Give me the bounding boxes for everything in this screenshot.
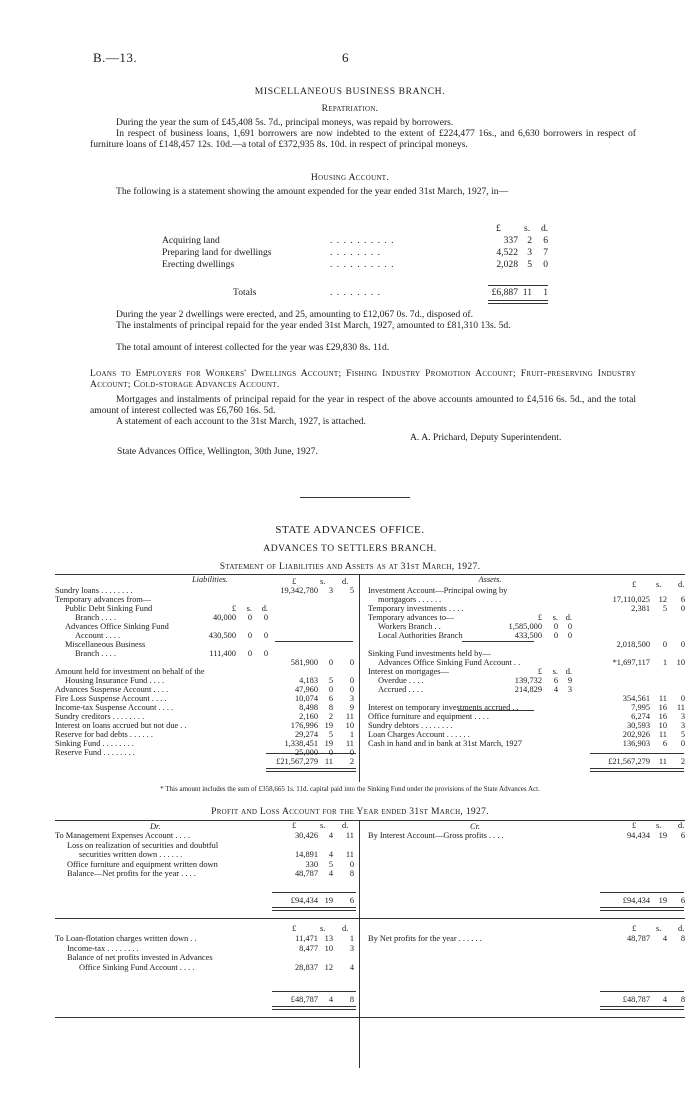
amount-pence: 8 [349,869,354,879]
inner-amount-shillings: 4 [553,685,558,694]
pl1-debit-double-rule [272,907,356,911]
total-pounds: £94,434 [622,896,650,905]
amount-pence: 11 [345,712,354,721]
amount-pence: 0 [680,640,685,649]
inner-amount-shillings: 0 [247,649,252,658]
amount-pence: 0 [349,658,354,667]
amount-shillings: 0 [328,658,333,667]
amount-pounds: 94,434 [626,831,650,840]
ledger-label: By Interest Account—Gross profits . . . . [368,831,504,840]
amount-pence: 11 [345,831,354,840]
amount-pence: 10 [676,658,685,667]
amount-shillings: 4 [662,934,667,943]
amount-pounds: 2,018,500 [616,640,650,649]
total-pence: 8 [349,995,354,1004]
ledger-label: By Net profits for the year . . . . . . [368,934,482,943]
paragraph-borrowers: In respect of business loans, 1,691 borrowers are now indebted to the extent of £224,477 16s., and 6,630 borrowers in respect of furniture loans of £148,457 12s. 10d.—a total of £372,935 8s. 10d. in respect of principal moneys. [90,128,636,151]
ledger-label: Balance—Net profits for the year . . . . [67,869,196,879]
report-reference: B.—13. [93,50,138,65]
total-pence: 6 [680,896,685,905]
pl2-debit-col-pounds: £ [292,924,297,933]
liab-total-rule [266,753,356,754]
amount-shillings: 0 [662,640,667,649]
housing-row-leader: . . . . . . . . [330,247,381,258]
inner-amount-pence: 0 [263,649,268,658]
amount-pence: 0 [349,676,354,685]
amount-pounds: 29,274 [294,730,318,739]
amount-pence: 6 [680,595,685,604]
statement-center-rule [359,574,360,782]
amount-pounds: 14,891 [294,850,318,860]
amount-shillings: 12 [324,962,333,972]
amount-pounds: 48,787 [294,869,318,879]
housing-total-shillings: 11 [522,287,532,298]
amount-pounds: 48,787 [626,934,650,943]
amount-shillings: 10 [324,943,333,953]
amount-shillings: 5 [328,859,333,869]
amount-shillings: 13 [324,934,333,943]
ledger-label: Sinking Fund investments held by— [368,649,491,658]
pl1-debit-total-rule [272,892,356,893]
housing-total-double-rule [488,300,548,304]
pl2-credit-col-pence: d. [678,924,685,933]
amount-pounds: 2,160 [299,712,318,721]
amount-pounds: 17,110,025 [612,595,650,604]
assets-inner-rule [462,641,534,642]
amount-pence: 1 [349,730,354,739]
pl-center-rule [359,820,360,1068]
amount-pounds: 581,900 [290,658,318,667]
liab-col-shillings: s. [320,577,326,586]
total-pence: 6 [349,896,354,905]
amount-pence: 0 [680,604,685,613]
amount-pounds: 8,477 [299,943,318,953]
pl1-credit-col-pounds: £ [632,821,637,830]
ledger-label: Sinking Fund . . . . . . . . [55,739,134,748]
amount-shillings: 5 [328,730,333,739]
housing-row-pounds: 2,028 [496,259,518,270]
housing-heading: Housing Account. [310,172,390,183]
total-shillings: 4 [662,995,667,1004]
ledger-label: Office Sinking Fund Account . . . . [79,962,195,972]
total-pounds: £48,787 [290,995,318,1004]
inner-amount-pounds: 1,585,000 [508,622,542,631]
housing-total-leader: . . . . . . . . [330,287,381,298]
inner-amount-pence: d. [565,613,572,622]
amount-pence: 0 [349,685,354,694]
amount-shillings: 19 [324,721,333,730]
amount-pence: 3 [680,721,685,730]
ledger-label: Balance of net profits invested in Advances [67,953,213,963]
sao-title: STATE ADVANCES OFFICE. [275,524,425,536]
amount-shillings: 19 [658,831,667,840]
amount-pounds: 176,996 [290,721,318,730]
amount-shillings: 0 [328,685,333,694]
amount-pence: 5 [349,586,354,595]
pl1-debit-col-shillings: s. [320,821,326,830]
ledger-label: Branch . . . . [75,613,116,622]
assets-col-shillings: s. [656,580,662,589]
total-shillings: 11 [658,757,667,766]
inner-amount-pounds: 214,829 [514,685,542,694]
pl2-credit-double-rule [600,1006,684,1010]
amount-pence: 4 [349,962,354,972]
ledger-label: Interest on temporary investments accrued . . [368,703,519,712]
pl2-credit-total-rule [600,991,684,992]
ledger-label: Cash in hand and in bank at 31st March, 1927 [368,739,522,748]
amount-shillings: 11 [658,694,667,703]
paragraph-attached: A statement of each account to the 31st March, 1927, is attached. [116,416,366,427]
amount-pence: 5 [680,730,685,739]
ledger-label: Public Debt Sinking Fund [65,604,153,613]
ledger-label: Sundry debtors . . . . . . . . [368,721,453,730]
paragraph-dwellings: During the year 2 dwellings were erected, and 25, amounting to £12,067 0s. 7d., disposed of. [116,309,474,320]
amount-shillings: 11 [658,730,667,739]
housing-row-pounds: 4,522 [496,247,518,258]
inner-amount-shillings: 6 [553,676,558,685]
ledger-label: Reserve Fund . . . . . . . . [55,748,135,757]
pl-mid-rule [55,918,685,919]
housing-row-pounds: 337 [503,235,518,246]
profit-loss-heading: Profit and Loss Account for the Year ended 31st March, 1927. [211,806,489,817]
amount-shillings: 6 [328,694,333,703]
amount-pounds: 19,342,780 [280,586,318,595]
inner-amount-shillings: 0 [553,622,558,631]
ledger-label: Sundry creditors . . . . . . . . [55,712,145,721]
housing-col-header: £ [496,223,501,234]
loans-accounts-heading: Loans to Employers for Workers' Dwellings Account; Fishing Industry Promotion Account; Fruit-preserving Industry Account; Cold-storage Advances Account. [90,368,636,391]
amount-pounds: 2,381 [631,604,650,613]
amount-shillings: 10 [658,721,667,730]
pl1-debit-col-pounds: £ [292,821,297,830]
assets-col-pence: d. [678,580,685,589]
total-shillings: 4 [328,995,333,1004]
amount-shillings: 5 [662,604,667,613]
pl-bottom-rule [55,1017,685,1018]
amount-shillings: 2 [328,712,333,721]
assets-total-rule [590,753,684,754]
amount-pence: 3 [349,943,354,953]
pl1-debit-col-pence: d. [342,821,349,830]
amount-pounds: 202,926 [622,730,650,739]
inner-amount-shillings: 0 [247,631,252,640]
housing-row-pence: 0 [543,259,548,270]
amount-shillings: 8 [328,703,333,712]
housing-row-pence: 6 [543,235,548,246]
pl1-credit-col-pence: d. [678,821,685,830]
amount-pence: 3 [680,712,685,721]
inner-amount-pounds: 433,500 [514,631,542,640]
assets-col-pounds: £ [632,580,637,589]
housing-intro: The following is a statement showing the amount expended for the year ended 31st March, 1927, in— [116,186,509,197]
pl2-debit-col-pence: d. [342,924,349,933]
office-date-line: State Advances Office, Wellington, 30th June, 1927. [117,446,318,457]
housing-row-shillings: 2 [527,235,532,246]
liab-subtotal-rule [275,641,353,642]
pl2-debit-double-rule [272,1006,356,1010]
amount-pounds: 30,426 [294,831,318,840]
ledger-label: Temporary advances from— [55,595,152,604]
amount-pence: 0 [349,859,354,869]
ledger-label: Interest on mortgages— [368,667,449,676]
ledger-label: Temporary advances to— [368,613,455,622]
ledger-label: To Loan-flotation charges written down . . [55,934,197,943]
amount-pence: 11 [345,739,354,748]
amount-pence: 6 [680,831,685,840]
ledger-label: To Management Expenses Account . . . . [55,831,191,840]
amount-shillings: 3 [328,586,333,595]
housing-row-leader: . . . . . . . . . . [330,259,395,270]
statement-heading: Statement of Liabilities and Assets as at 31st March, 1927. [219,561,481,572]
inner-amount-pounds: 430,500 [208,631,236,640]
pl2-credit-col-pounds: £ [632,924,637,933]
amount-pounds: 11,471 [295,934,318,943]
ledger-label: Account . . . . [75,631,121,640]
pl1-credit-total-rule [600,892,684,893]
inner-amount-shillings: s. [246,604,252,613]
inner-amount-shillings: s. [552,613,558,622]
housing-col-header: s. [524,223,531,234]
amount-shillings: 4 [328,869,333,879]
amount-pounds: 7,995 [631,703,650,712]
assets-total-double-rule [590,768,684,772]
amount-shillings: 12 [658,595,667,604]
inner-amount-pence: d. [565,667,572,676]
total-pounds: £21,567,279 [608,757,650,766]
inner-amount-pence: 0 [567,622,572,631]
housing-row-label: Acquiring land [162,235,220,246]
amount-pounds: *1,697,117 [612,658,650,667]
liabilities-heading: Liabilities. [191,575,229,584]
repatriation-heading: Repatriation. [321,103,379,114]
inner-amount-pounds: £ [537,613,542,622]
amount-pounds: 330 [305,859,318,869]
ledger-label: Income-tax Suspense Account . . . . [55,703,174,712]
amount-pence: 11 [345,850,354,860]
ledger-label: Advances Office Sinking Fund Account . . [378,658,521,667]
amount-pounds: 136,903 [622,739,650,748]
pl2-credit-col-shillings: s. [656,924,662,933]
pl1-credit-col-shillings: s. [656,821,662,830]
amount-pence: 10 [345,721,354,730]
housing-row-shillings: 5 [527,259,532,270]
amount-pounds: 6,274 [631,712,650,721]
amount-pence: 9 [349,703,354,712]
signature: A. A. Prichard, Deputy Superintendent. [410,432,562,443]
inner-amount-pounds: £ [231,604,236,613]
inner-amount-shillings: 0 [247,613,252,622]
pl2-debit-total-rule [272,991,356,992]
amount-pounds: 47,960 [294,685,318,694]
amount-pounds: 25,000 [294,748,318,757]
inner-amount-pence: 0 [263,613,268,622]
amount-pounds: 1,338,451 [284,739,318,748]
amount-shillings: 19 [324,739,333,748]
ledger-label: Fire Loss Suspense Account . . . . [55,694,167,703]
total-pounds: £21,567,279 [276,757,318,766]
amount-pence: 3 [349,694,354,703]
inner-amount-pounds: £ [537,667,542,676]
amount-pence: 0 [680,694,685,703]
housing-total-pence: 1 [543,287,548,298]
amount-pence: 0 [680,739,685,748]
ledger-label: Advances Office Sinking Fund [65,622,169,631]
amount-pence: 1 [349,934,354,943]
housing-row-pence: 7 [543,247,548,258]
ledger-label: Amount held for investment on behalf of the [55,667,205,676]
amount-pence: 8 [680,934,685,943]
page-number: 6 [342,50,349,65]
ledger-label: Advances Suspense Account . . . . [55,685,169,694]
ledger-label: Workers Branch . . [378,622,441,631]
ledger-label: Accrued . . . . [378,685,424,694]
amount-pence: 0 [349,748,354,757]
amount-shillings: 0 [328,748,333,757]
ledger-label: Housing Insurance Fund . . . . [65,676,165,685]
sao-subtitle: ADVANCES TO SETTLERS BRANCH. [263,543,437,554]
total-pence: 2 [680,757,685,766]
total-shillings: 19 [324,896,333,905]
liab-col-pence: d. [342,577,349,586]
amount-shillings: 16 [658,712,667,721]
ledger-label: Temporary investments . . . . [368,604,464,613]
credit-label: Cr. [470,822,481,831]
paragraph-interest: The total amount of interest collected for the year was £29,830 8s. 11d. [116,342,390,353]
inner-amount-pence: 3 [567,685,572,694]
amount-pounds: 28,837 [294,962,318,972]
ledger-label: Income-tax . . . . . . . . [67,943,139,953]
inner-amount-pence: 9 [567,676,572,685]
assets-heading: Assets. [478,575,502,584]
amount-pounds: 8,498 [299,703,318,712]
inner-amount-shillings: s. [552,667,558,676]
liab-total-double-rule [266,768,356,772]
amount-shillings: 4 [328,850,333,860]
misc-branch-title: MISCELLANEOUS BUSINESS BRANCH. [254,86,446,97]
amount-pounds: 4,183 [299,676,318,685]
ledger-label: Office furniture and equipment written down [67,859,218,869]
assets-inner-rule-2 [458,710,534,711]
ledger-label: Reserve for bad debts . . . . . . [55,730,153,739]
total-pence: 8 [680,995,685,1004]
total-pounds: £48,787 [622,995,650,1004]
total-pounds: £94,434 [290,896,318,905]
housing-col-header: d. [541,223,549,234]
amount-shillings: 1 [662,658,667,667]
total-shillings: 19 [658,896,667,905]
housing-total-pounds: £6,887 [491,287,518,298]
paragraph-repaid: During the year the sum of £45,408 5s. 7d., principal moneys, was repaid by borrowers. [116,117,454,128]
paragraph-instalments: The instalments of principal repaid for the year ended 31st March, 1927, amounted to £81,310 13s. 5d. [116,320,511,331]
inner-amount-pounds: 139,732 [514,676,542,685]
pl2-debit-col-shillings: s. [320,924,326,933]
pl-top-rule [55,820,685,821]
ledger-label: Local Authorities Branch [378,631,463,640]
ledger-label: securities written down . . . . . . [79,850,183,860]
inner-amount-pounds: 111,400 [209,649,236,658]
ledger-label: Sundry loans . . . . . . . . [55,586,133,595]
inner-amount-pounds: 40,000 [212,613,236,622]
ledger-label: Loan Charges Account . . . . . . [368,730,470,739]
ledger-label: Interest on loans accrued but not due . . [55,721,187,730]
statement-top-rule [55,574,685,575]
amount-shillings: 6 [662,739,667,748]
total-pence: 2 [349,757,354,766]
pl1-credit-double-rule [600,907,684,911]
housing-row-shillings: 3 [527,247,532,258]
amount-pounds: 354,561 [622,694,650,703]
inner-amount-shillings: 0 [553,631,558,640]
housing-total-label: Totals [233,287,257,298]
amount-pence: 11 [676,703,685,712]
total-shillings: 11 [324,757,333,766]
ledger-label: mortgagors . . . . . . [378,595,442,604]
amount-pounds: 30,593 [626,721,650,730]
paragraph-mortgages: Mortgages and instalments of principal repaid for the year in respect of the above accounts amounted to £4,516 6s. 5d., and the total amount of interest collected was £6,760 16s. 5d. [90,394,636,417]
ledger-label: Miscellaneous Business [65,640,146,649]
debit-label: Dr. [150,822,161,831]
housing-row-label: Erecting dwellings [162,259,235,270]
ledger-label: Loss on realization of securities and doubtful [67,840,219,850]
inner-amount-pence: d. [261,604,268,613]
liab-col-pounds: £ [292,577,297,586]
sinking-fund-footnote: * This amount includes the sum of £358,665 1s. 11d. capital paid into the Sinking Fund under the provisions of the State Advances Act. [160,785,540,793]
ledger-label: Branch . . . . [75,649,116,658]
ledger-label: Office furniture and equipment . . . . [368,712,490,721]
amount-shillings: 5 [328,676,333,685]
amount-pounds: 10,074 [294,694,318,703]
section-divider [300,497,410,498]
housing-row-leader: . . . . . . . . . . [330,235,395,246]
ledger-label: Overdue . . . . [378,676,424,685]
amount-shillings: 16 [658,703,667,712]
inner-amount-pence: 0 [567,631,572,640]
housing-total-rule [488,285,548,286]
housing-row-label: Preparing land for dwellings [162,247,272,258]
ledger-label: Investment Account—Principal owing by [368,586,508,595]
amount-shillings: 4 [328,831,333,840]
inner-amount-pence: 0 [263,631,268,640]
